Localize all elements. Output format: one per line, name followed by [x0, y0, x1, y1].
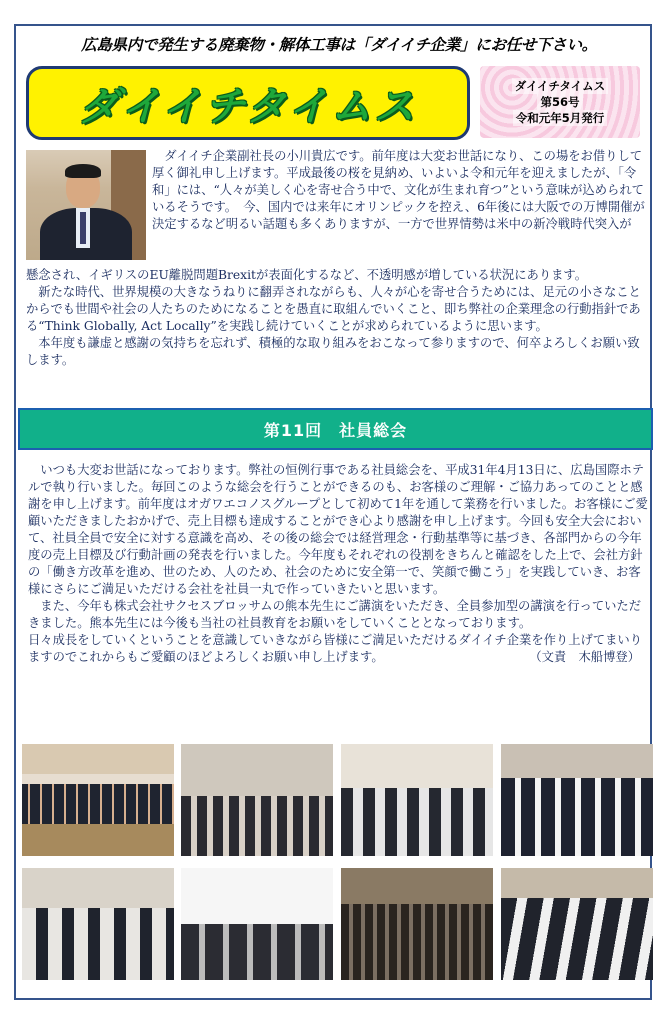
section-heading-text: 第11回 社員総会: [263, 420, 408, 440]
event-photo: [22, 744, 174, 856]
event-photo-grid: [22, 744, 650, 984]
event-photo: [341, 868, 493, 980]
event-photo: [22, 868, 174, 980]
masthead: [26, 66, 470, 140]
event-photo: [501, 744, 653, 856]
issue-number: 第56号: [537, 94, 582, 110]
event-photo: [501, 868, 653, 980]
issue-date: 令和元年5月発行: [513, 110, 608, 126]
event-photo: [341, 744, 493, 856]
event-photo: [181, 744, 333, 856]
issue-info: [480, 66, 640, 138]
event-photo: [181, 868, 333, 980]
meeting-paragraph: 日々成長をしていくということを意識していきながら皆様にご満足いただけるダイイチ企業を作り上げてまいりますのでこれからもご愛顧のほどよろしくお願い申し上げます。: [28, 633, 642, 664]
meeting-paragraph: いつも大変お世話になっております。弊社の恒例行事である社員総会を、平成31年4月13日に、広島国際ホテルで執り行いました。毎回このような総会を行うことができるのも、お客様のご理解・ご協力あってのことと感謝を申し上げます。前年度はオガワエコノスグループとして初めて1年を通して業務を行いました。お客様にご愛顧いただきましたおかげで、売上目標も達成することができ心より感謝を申し上げます。今回も安全大会において、社員全員で安全に対する意識を高め、その後の総会では経営理念・行動基準等に基づき、各部門からの今年度の売上目標及び行動計画の発表を行いました。今年度もそれぞれの役割をきちんと確認をした上で、会社方針の「働き方改革を進め、世のため、人のため、社会のために安全第一で、笑顔で働こう」を実践していき、お客様にさらにご満足いただける会社を社員一丸で作っていきたいと思います。: [28, 463, 648, 596]
vice-president-photo: [26, 150, 146, 260]
greeting-line: 新たな時代、世界規模の大きなうねりに翻弄されながらも、人々が心を寄せ合うためには、足元の小さなことからでも世間や社会の人たちのためになることを愚直に取組んでいくこと、即ち弊社の企業理念の行動指針である“Think Globally, Act Locally”を実践し続けていくことが求められているように思います。: [26, 285, 641, 333]
meeting-author: （文責 木船博登）: [529, 650, 640, 664]
section-heading: [18, 408, 653, 450]
greeting-line: 本年度も謙虚と感謝の気持ちを忘れず、積極的な取り組みをおこなって参りますので、何卒よろしくお願い致します。: [26, 336, 640, 367]
greeting-paragraph-a: ダイイチ企業副社長の小川貴広です。前年度は大変お世話になり、この場をお借りして厚く御礼申し上げます。平成最後の桜を見納め、いよいよ令和元年を迎えましたが、「令和」には、“人々が美しく心を寄せ合う中で、文化が生まれ育つ”という意味が込められているそうです。 今、国内では来年にオリンピックを控え、6年後には大阪での万博開催が決定するなど明るい話題も多くありますが、一方で世界情勢は米中の新冷戦時代突入が: [152, 149, 645, 231]
masthead-title: ダイイチタイムス: [78, 83, 418, 130]
meeting-article: [28, 462, 648, 666]
greeting-line: 懸念され、イギリスのEU離脱問題Brexitが表面化するなど、不透明感が増している状況にあります。: [26, 268, 588, 282]
issue-name: ダイイチタイムス: [512, 78, 608, 94]
greeting-paragraph-b: [26, 267, 648, 369]
meeting-paragraph: また、今年も株式会社サクセスブロッサムの熊本先生にご講演をいただき、全員参加型の講演を行っていただきました。熊本先生には今後も当社の社員教育をお願いをしていくこととなっております。: [28, 599, 642, 630]
tagline: 広島県内で発生する廃棄物・解体工事は「ダイイチ企業」にお任せ下さい。: [81, 36, 597, 54]
